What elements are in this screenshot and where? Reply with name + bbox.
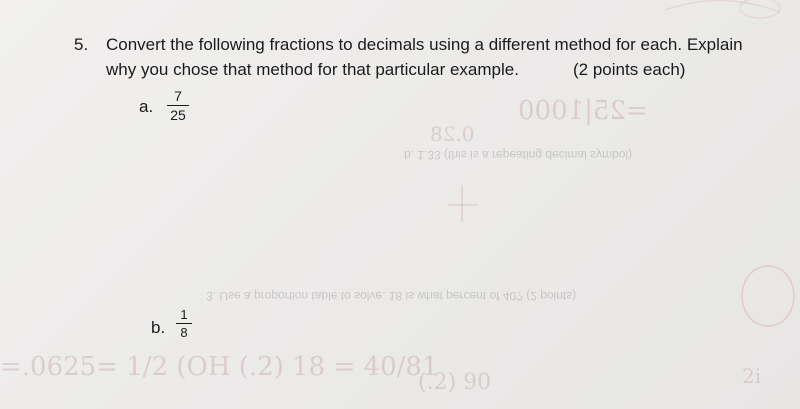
- bleed-text-b: b. 1.33 (this is a repeating decimal symbol): [404, 148, 633, 162]
- item-b-label: b.: [151, 318, 166, 337]
- bleed-handwriting-4: (.2) 90: [418, 370, 492, 395]
- points-note: (2 points each): [573, 60, 686, 79]
- bleed-handwriting-1: =25|1000: [518, 96, 648, 126]
- bleed-handwriting-3: =.0625= 1/2 (OH (.2) 18 = 40/81: [0, 352, 439, 382]
- item-b-denominator: 8: [180, 325, 188, 340]
- fraction-bar: [176, 323, 192, 324]
- fraction-bar: [167, 105, 189, 106]
- question-text-line2: why you chose that method for that particular example.: [106, 60, 519, 79]
- item-a-denominator: 25: [170, 107, 186, 123]
- item-b-fraction: [176, 307, 192, 340]
- item-b-numerator: 1: [180, 307, 188, 322]
- question-number: 5.: [74, 35, 89, 54]
- item-a-label: a.: [139, 97, 154, 116]
- question-text-line1: Convert the following fractions to decimals using a different method for each. Explain: [106, 35, 743, 54]
- item-a-fraction: [167, 88, 189, 123]
- item-a-numerator: 7: [174, 88, 182, 104]
- bleed-handwriting-5: 2i: [742, 364, 762, 388]
- bleed-handwriting-2: 0.28: [430, 122, 475, 146]
- bleed-text-3: 3. Use a proportion table to solve. 18 is what percent of 40? (2 points): [206, 289, 577, 303]
